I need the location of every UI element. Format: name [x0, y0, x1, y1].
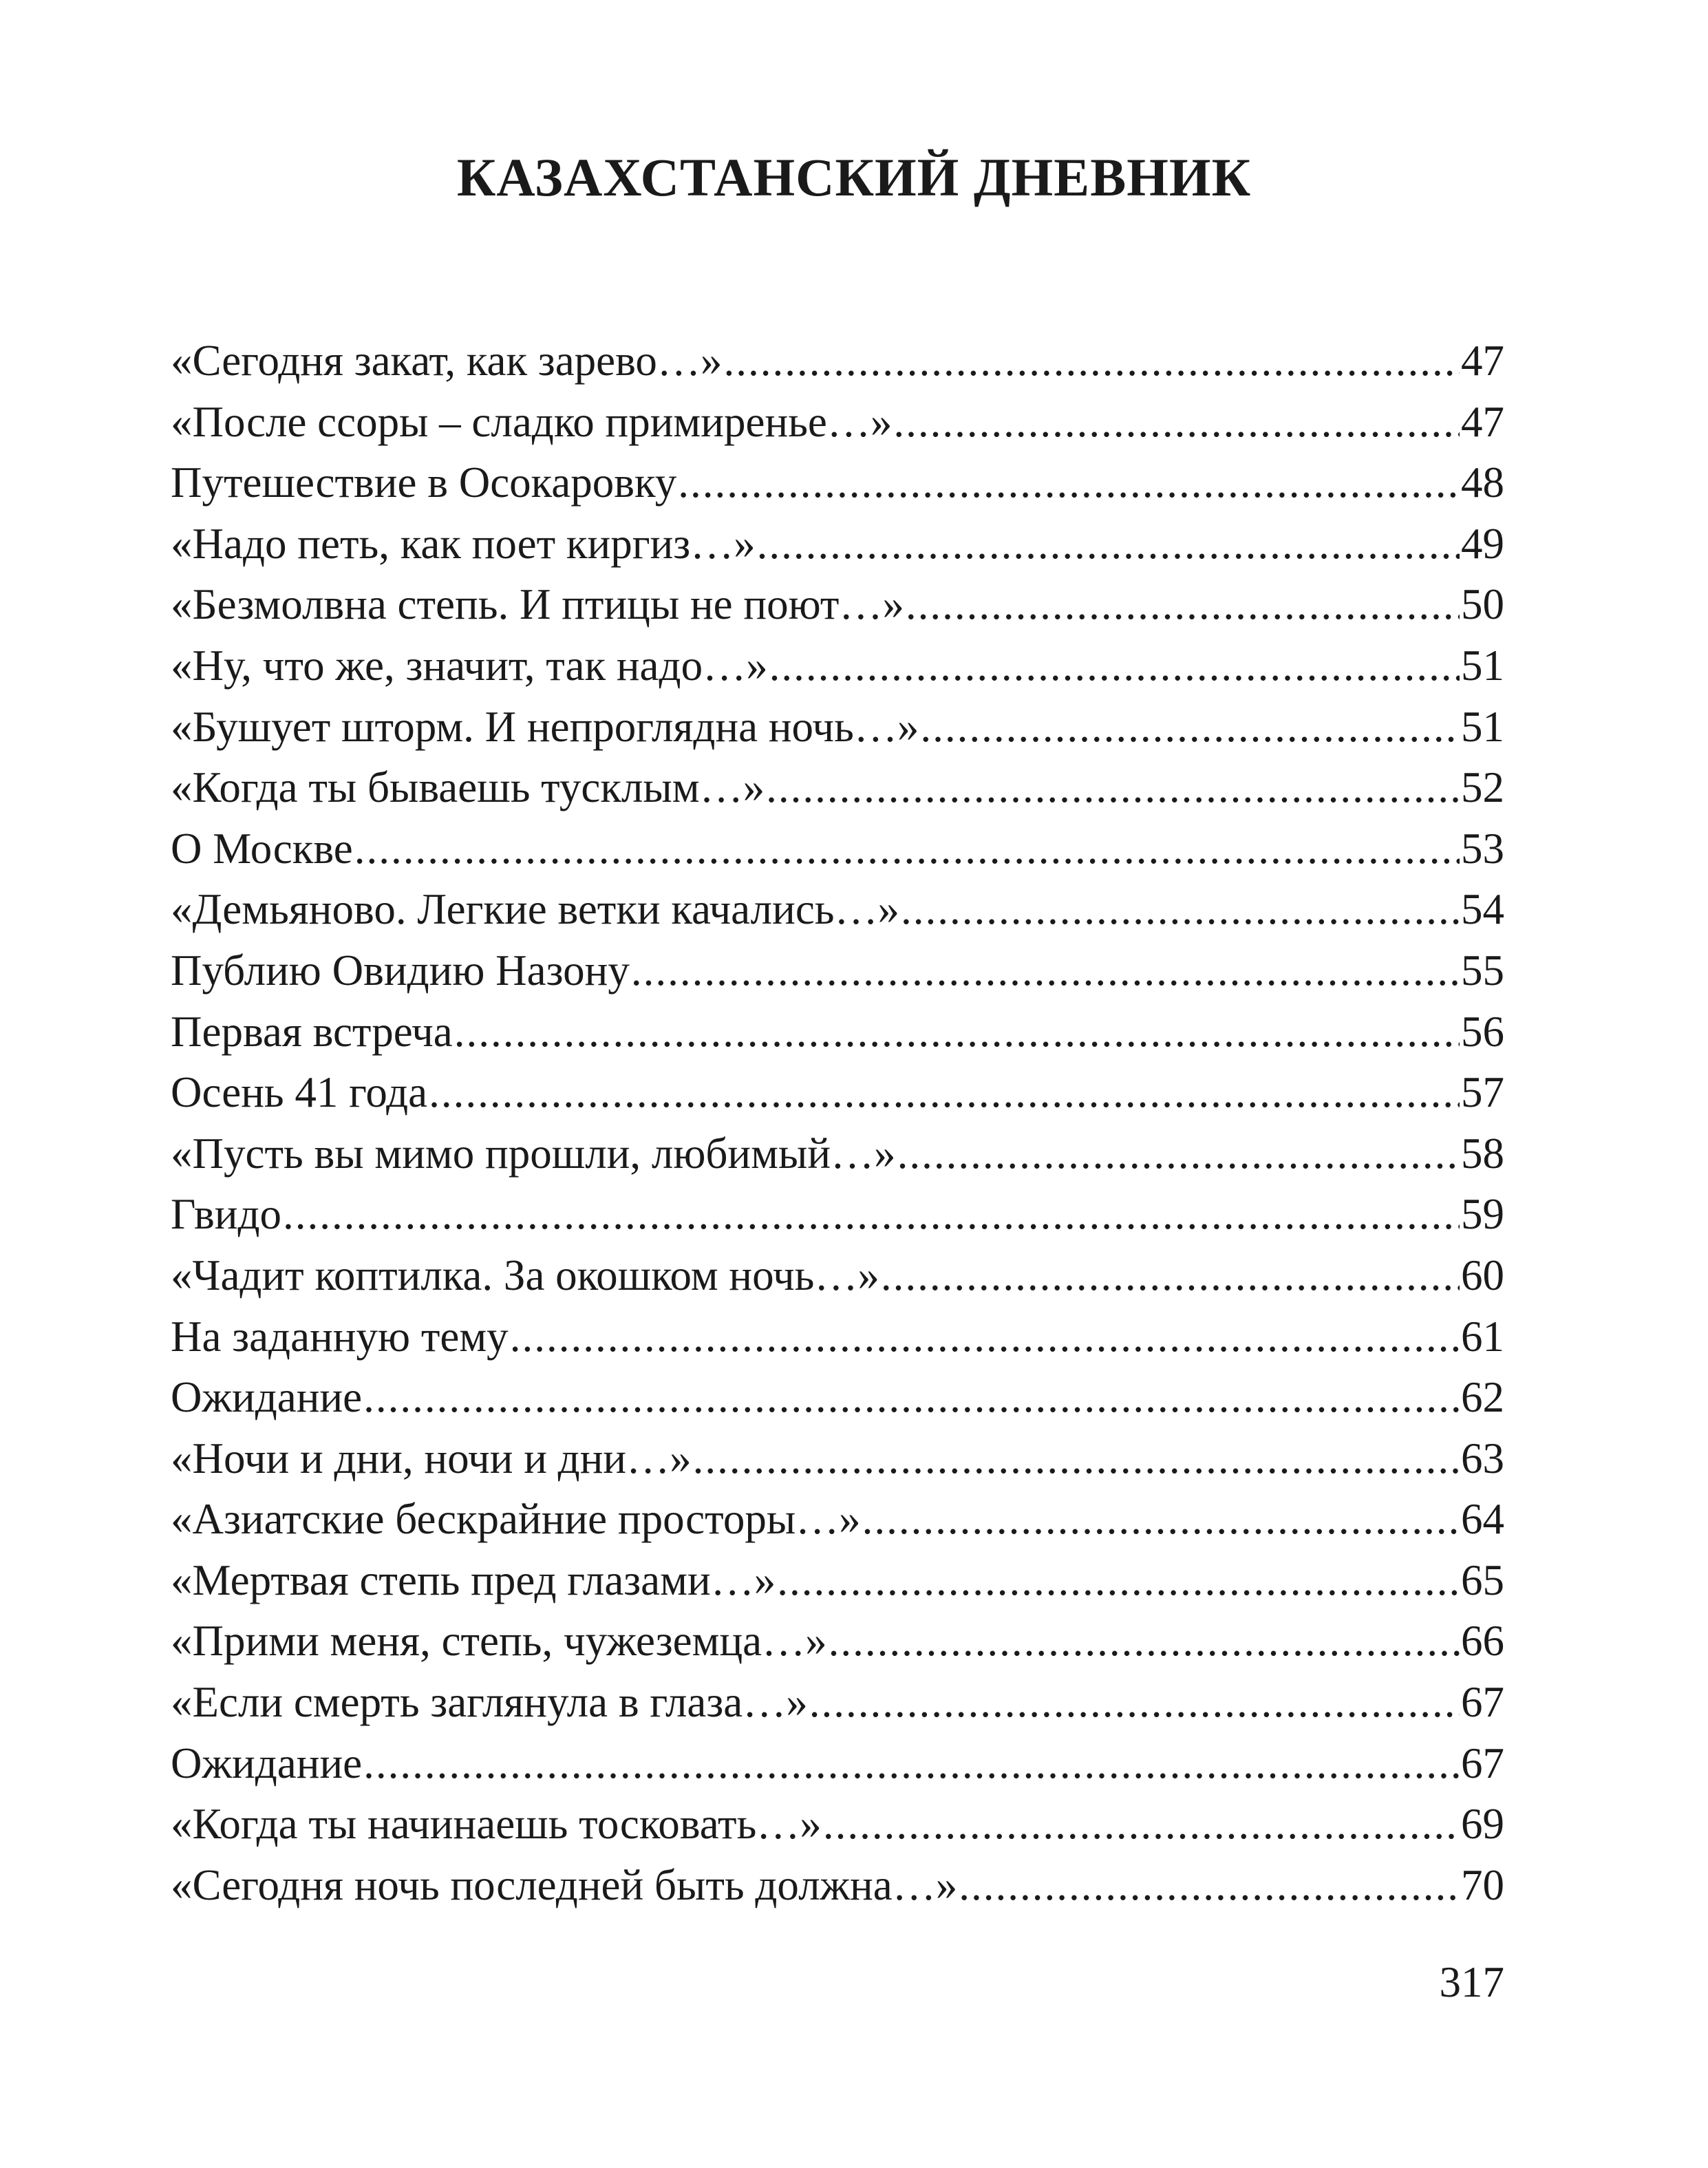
dot-leader — [631, 940, 1460, 1001]
dot-leader — [363, 1367, 1460, 1428]
toc-entry-title: «Когда ты бываешь тусклым…» — [171, 763, 765, 812]
toc-entry-page: 47 — [1461, 397, 1504, 446]
toc-entry — [171, 940, 1504, 1001]
toc-entry-title: Первая встреча — [171, 1007, 453, 1056]
toc-entry-title: «Ночи и дни, ночи и дни…» — [171, 1434, 692, 1482]
dot-leader — [809, 1672, 1460, 1733]
toc-entry-title: «Пусть вы мимо прошли, любимый…» — [171, 1129, 896, 1178]
toc-entry-title: Ожидание — [171, 1739, 363, 1787]
toc-entry-page: 49 — [1461, 519, 1504, 568]
toc-entry — [171, 513, 1504, 575]
toc-entry — [171, 1428, 1504, 1489]
toc-entry-page: 56 — [1461, 1007, 1504, 1056]
section-title: КАЗАХСТАНСКИЙ ДНЕВНИК — [456, 147, 1252, 207]
toc-entry — [171, 1855, 1504, 1916]
dot-leader — [777, 1550, 1460, 1611]
dot-leader — [901, 879, 1460, 940]
dot-leader — [510, 1306, 1460, 1368]
toc-entry-page: 50 — [1461, 580, 1504, 629]
toc-entry — [171, 1794, 1504, 1855]
toc-entry-title: «Ну, что же, значит, так надо…» — [171, 641, 768, 690]
toc-entry-page: 64 — [1461, 1495, 1504, 1544]
dot-leader — [757, 513, 1460, 575]
toc-entry-title: «Сегодня ночь последней быть должна…» — [171, 1860, 958, 1909]
toc-entry — [171, 1550, 1504, 1611]
toc-entry — [171, 574, 1504, 635]
toc-entry-title: «Мертвая степь пред глазами…» — [171, 1555, 776, 1604]
toc-entry — [171, 1123, 1504, 1184]
toc-entry — [171, 1184, 1504, 1245]
toc-entry — [171, 1672, 1504, 1733]
toc-entry-page: 53 — [1461, 824, 1504, 873]
toc-entry-title: «Безмолвна степь. И птицы не поют…» — [171, 580, 904, 629]
dot-leader — [454, 1001, 1460, 1063]
toc-entry-title: Путешествие в Осокаровку — [171, 458, 677, 507]
toc-entry — [171, 330, 1504, 392]
toc-entry-page: 70 — [1461, 1860, 1504, 1909]
toc-entry-page: 66 — [1461, 1617, 1504, 1666]
toc-entry-title: «Бушует шторм. И непроглядна ночь…» — [171, 702, 919, 751]
toc-entry-title: «Когда ты начинаешь тосковать…» — [171, 1800, 822, 1849]
toc-entry-title: Публию Овидию Назону — [171, 946, 630, 995]
toc-entry-page: 65 — [1461, 1555, 1504, 1604]
toc-entry-title: «Надо петь, как поет киргиз…» — [171, 519, 756, 568]
toc-entry — [171, 879, 1504, 940]
table-of-contents — [171, 330, 1504, 1915]
toc-entry-page: 51 — [1461, 702, 1504, 751]
dot-leader — [693, 1428, 1460, 1489]
toc-entry-page: 58 — [1461, 1129, 1504, 1178]
dot-leader — [959, 1855, 1460, 1916]
toc-entry-page: 63 — [1461, 1434, 1504, 1482]
toc-entry-page: 59 — [1461, 1190, 1504, 1239]
toc-entry-page: 69 — [1461, 1800, 1504, 1849]
dot-leader — [823, 1794, 1460, 1855]
dot-leader — [678, 452, 1460, 513]
toc-entry — [171, 697, 1504, 758]
page-number: 317 — [1439, 1958, 1504, 2006]
toc-entry — [171, 757, 1504, 818]
toc-entry-title: «Прими меня, степь, чужеземца…» — [171, 1617, 827, 1666]
toc-entry — [171, 1001, 1504, 1063]
toc-entry-page: 60 — [1461, 1251, 1504, 1299]
dot-leader — [829, 1611, 1460, 1672]
toc-entry — [171, 392, 1504, 453]
toc-entry-title: О Москве — [171, 824, 353, 873]
toc-entry-title: «Чадит коптилка. За окошком ночь…» — [171, 1251, 879, 1299]
toc-entry-title: «Демьяново. Легкие ветки качались…» — [171, 885, 900, 934]
dot-leader — [429, 1062, 1460, 1123]
dot-leader — [881, 1245, 1460, 1306]
dot-leader — [766, 757, 1460, 818]
toc-entry-page: 67 — [1461, 1739, 1504, 1787]
toc-entry-page: 51 — [1461, 641, 1504, 690]
toc-entry — [171, 1367, 1504, 1428]
dot-leader — [363, 1733, 1460, 1794]
dot-leader — [906, 574, 1460, 635]
toc-entry-title: На заданную тему — [171, 1312, 509, 1361]
toc-entry-page: 62 — [1461, 1373, 1504, 1422]
toc-entry — [171, 452, 1504, 513]
toc-entry-page: 57 — [1461, 1068, 1504, 1117]
dot-leader — [723, 330, 1460, 392]
toc-entry-page: 48 — [1461, 458, 1504, 507]
toc-entry-title: Ожидание — [171, 1373, 363, 1422]
toc-entry-page: 55 — [1461, 946, 1504, 995]
toc-entry-title: «После ссоры – сладко примиренье…» — [171, 397, 893, 446]
toc-entry — [171, 1733, 1504, 1794]
toc-entry — [171, 635, 1504, 697]
dot-leader — [893, 392, 1460, 453]
dot-leader — [283, 1184, 1460, 1245]
toc-entry-page: 52 — [1461, 763, 1504, 812]
dot-leader — [769, 635, 1460, 697]
toc-entry — [171, 1611, 1504, 1672]
toc-entry-page: 61 — [1461, 1312, 1504, 1361]
toc-entry-page: 67 — [1461, 1678, 1504, 1727]
dot-leader — [920, 697, 1460, 758]
toc-entry-title: «Сегодня закат, как зарево…» — [171, 337, 723, 385]
toc-entry-title: «Азиатские бескрайние просторы…» — [171, 1495, 861, 1544]
dot-leader — [354, 818, 1460, 880]
toc-entry-title: Осень 41 года — [171, 1068, 428, 1117]
toc-entry — [171, 1062, 1504, 1123]
dot-leader — [862, 1489, 1460, 1550]
toc-entry-title: Гвидо — [171, 1190, 282, 1239]
toc-entry — [171, 1245, 1504, 1306]
toc-entry — [171, 1306, 1504, 1368]
toc-entry-title: «Если смерть заглянула в глаза…» — [171, 1678, 808, 1727]
toc-entry — [171, 818, 1504, 880]
toc-entry — [171, 1489, 1504, 1550]
dot-leader — [897, 1123, 1460, 1184]
toc-entry-page: 54 — [1461, 885, 1504, 934]
toc-entry-page: 47 — [1461, 337, 1504, 385]
